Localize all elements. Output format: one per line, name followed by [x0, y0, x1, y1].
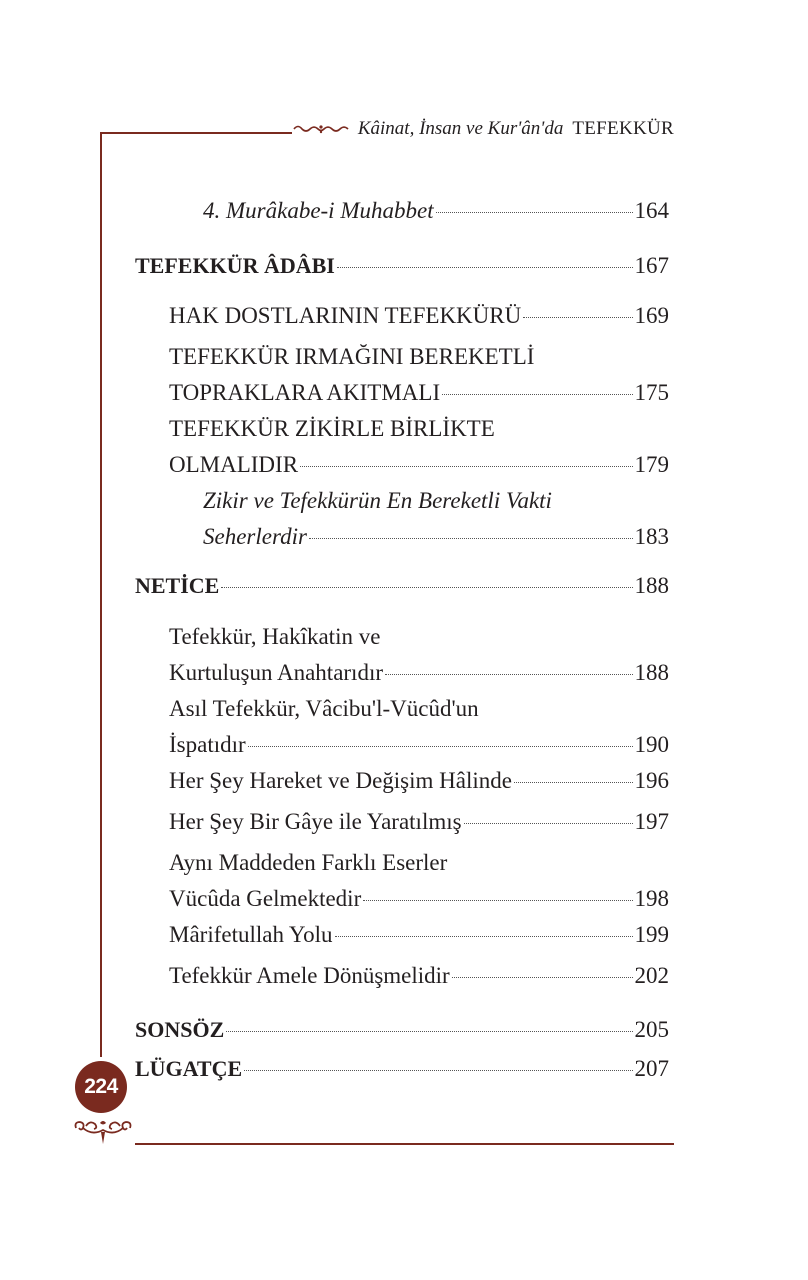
page-number: 199 — [634, 922, 669, 947]
toc-entry-title: Tefekkür, Hakîkatin ve — [169, 624, 381, 649]
toc-entry-netice[interactable] — [135, 569, 669, 603]
toc-entry-title-cont: İspatıdır — [169, 732, 246, 757]
book-title: Kâinat, İnsan ve Kur'ân'da — [357, 118, 564, 139]
scroll-ornament-icon — [292, 122, 350, 136]
toc-entry-title: 4. Murâkabe-i Muhabbet — [203, 198, 434, 223]
page-number: 164 — [634, 198, 669, 223]
toc-entry-title: HAK DOSTLARININ TEFEKKÜRÜ — [169, 303, 522, 328]
toc-entry-title-cont: Kurtuluşun Anahtarıdır — [169, 660, 383, 685]
leader-dots — [514, 782, 633, 783]
toc-entry-madde[interactable] — [169, 846, 669, 916]
toc-entry-hareket[interactable] — [169, 764, 669, 798]
leader-dots — [452, 977, 633, 978]
floral-ornament-icon — [72, 1118, 134, 1146]
toc-entry-title: Her Şey Hareket ve Değişim Hâlinde — [169, 768, 512, 793]
toc-entry-title-cont: Vücûda Gelmektedir — [169, 886, 362, 911]
page-number: 207 — [634, 1056, 669, 1081]
leader-dots — [226, 1031, 632, 1032]
toc-entry-marifet[interactable] — [169, 918, 669, 952]
toc-entry-gaye[interactable] — [169, 805, 669, 839]
running-header — [292, 118, 674, 140]
leader-dots — [300, 466, 632, 467]
toc-entry-amel[interactable] — [169, 959, 669, 993]
leader-dots — [385, 674, 633, 675]
toc-entry-title: LÜGATÇE — [135, 1056, 243, 1081]
toc-entry-title: TEFEKKÜR IRMAĞINI BEREKETLİ — [169, 344, 535, 369]
toc-entry-title-cont: Seherlerdir — [203, 524, 307, 549]
toc-entry-lugatce[interactable] — [135, 1052, 669, 1086]
toc-entry-hakikat[interactable] — [169, 620, 669, 690]
toc-entry-sonsoz[interactable] — [135, 1013, 669, 1047]
leader-dots — [442, 394, 632, 395]
page-number: 179 — [634, 452, 669, 477]
toc-entry-tefekkur-adabi[interactable] — [135, 249, 669, 283]
leader-dots — [523, 317, 632, 318]
toc-entry-title: NETİCE — [135, 573, 220, 598]
leader-dots — [244, 1070, 632, 1071]
frame-bottom-rule — [135, 1143, 674, 1145]
toc-entry-asil[interactable] — [169, 692, 669, 762]
toc-entry-irmagi[interactable] — [169, 340, 669, 410]
page-number: 190 — [634, 732, 669, 757]
page-number: 196 — [634, 768, 669, 793]
page-number: 167 — [634, 253, 669, 278]
toc-entry-title-cont: OLMALIDIR — [169, 452, 299, 477]
toc-entry-title: Mârifetullah Yolu — [169, 922, 333, 947]
leader-dots — [363, 900, 632, 901]
leader-dots — [464, 823, 633, 824]
toc-entry-title: SONSÖZ — [135, 1017, 225, 1042]
toc-entry-murakabe[interactable] — [203, 194, 669, 228]
toc-entry-title: Tefekkür Amele Dönüşmelidir — [169, 963, 450, 988]
page-number: 188 — [634, 573, 669, 598]
page-number: 198 — [634, 886, 669, 911]
book-title-word: TEFEKKÜR — [572, 118, 674, 139]
page-number-badge: 224 — [75, 1061, 127, 1113]
toc-entry-title: TEFEKKÜR ÂDÂBI — [135, 253, 335, 278]
frame-top-rule — [100, 132, 292, 134]
page-number: 202 — [634, 963, 669, 988]
page-number: 188 — [634, 660, 669, 685]
toc-entry-title: Asıl Tefekkür, Vâcibu'l-Vücûd'un — [169, 696, 479, 721]
page-number: 197 — [634, 809, 669, 834]
toc-entry-title-cont: TOPRAKLARA AKITMALI — [169, 380, 441, 405]
page-number: 175 — [634, 380, 669, 405]
leader-dots — [436, 212, 633, 213]
toc-entry-zikirle[interactable] — [169, 412, 669, 482]
leader-dots — [248, 746, 633, 747]
leader-dots — [309, 538, 633, 539]
toc-entry-title: TEFEKKÜR ZİKİRLE BİRLİKTE — [169, 416, 495, 441]
page-number: 169 — [634, 303, 669, 328]
toc-entry-title: Her Şey Bir Gâye ile Yaratılmış — [169, 809, 462, 834]
page-number: 205 — [634, 1017, 669, 1042]
leader-dots — [335, 936, 633, 937]
leader-dots — [337, 267, 633, 268]
leader-dots — [221, 587, 632, 588]
toc-entry-title: Aynı Maddeden Farklı Eserler — [169, 850, 448, 875]
toc-entry-hak-dostlari[interactable] — [169, 299, 669, 333]
frame-left-rule — [100, 132, 102, 1057]
page-number: 183 — [634, 524, 669, 549]
toc-entry-seherler[interactable] — [203, 484, 669, 554]
toc-entry-title: Zikir ve Tefekkürün En Bereketli Vakti — [203, 488, 552, 513]
